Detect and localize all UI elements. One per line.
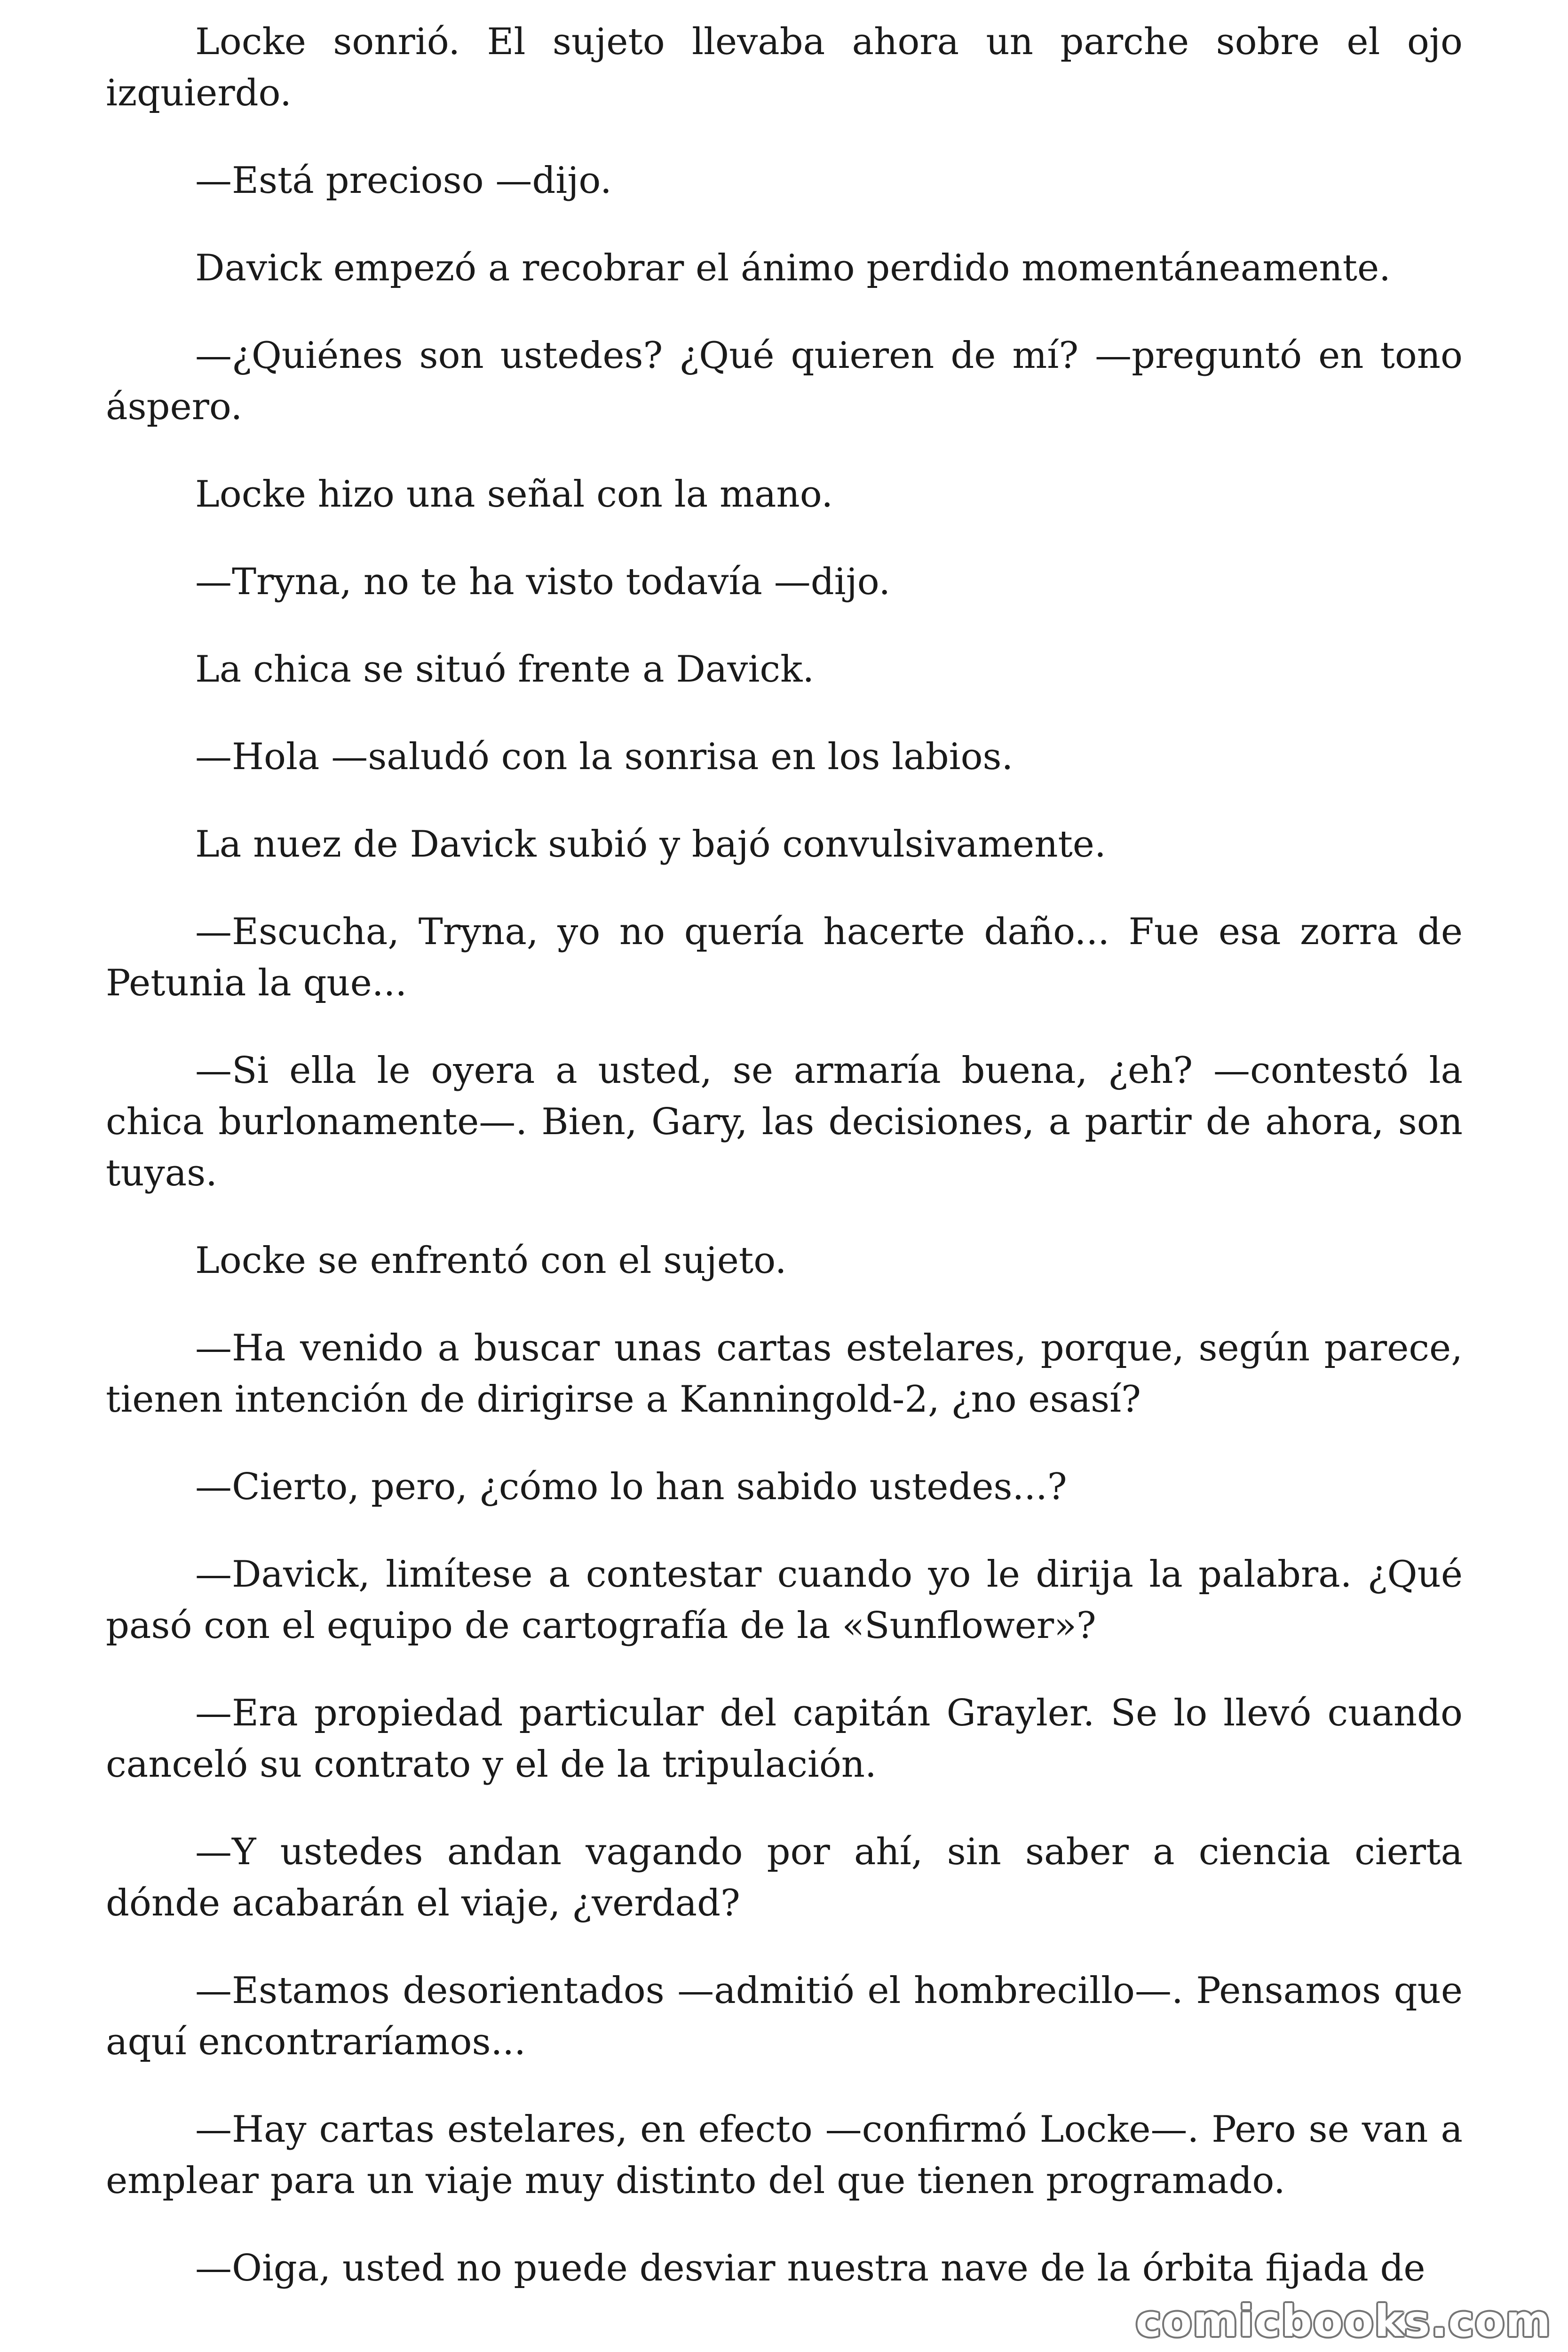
watermark-logo: comicbooks.com: [1135, 2296, 1552, 2346]
paragraph-2: —Está precioso —dijo.: [195, 159, 612, 202]
paragraph-9: La nuez de Davick subió y bajó convulsivamente.: [195, 823, 1106, 866]
paragraph-14: —Cierto, pero, ¿cómo lo han sabido ustedes...?: [195, 1466, 1067, 1508]
paragraph-3: Davick empezó a recobrar el ánimo perdido momentáneamente.: [195, 247, 1391, 289]
paragraph-1: Locke sonrió. El sujeto llevaba ahora un parche sobre el ojo izquierdo.: [106, 21, 1463, 114]
paragraph-11: —Si ella le oyera a usted, se armaría buena, ¿eh? —contestó la chica burlonamente—. Bien, Gary, las decisiones, a partir de ahora, son tuyas.: [106, 1049, 1463, 1194]
paragraph-15: —Davick, limítese a contestar cuando yo le dirija la palabra. ¿Qué pasó con el equipo de cartografía de la «Sunflower»?: [106, 1553, 1463, 1647]
paragraph-10: —Escucha, Tryna, yo no quería hacerte daño... Fue esa zorra de Petunia la que...: [106, 911, 1463, 1004]
paragraph-7: La chica se situó frente a Davick.: [195, 648, 815, 691]
paragraph-19: —Hay cartas estelares, en efecto —confirmó Locke—. Pero se van a emplear para un viaje muy distinto del que tienen programado.: [106, 2108, 1463, 2202]
paragraph-5: Locke hizo una señal con la mano.: [195, 473, 833, 516]
paragraph-8: —Hola —saludó con la sonrisa en los labios.: [195, 736, 1014, 778]
paragraph-16: —Era propiedad particular del capitán Grayler. Se lo llevó cuando canceló su contrato y el de la tripulación.: [106, 1692, 1463, 1786]
paragraph-17: —Y ustedes andan vagando por ahí, sin saber a ciencia cierta dónde acabarán el viaje, ¿verdad?: [106, 1831, 1463, 1924]
paragraph-20: —Oiga, usted no puede desviar nuestra nave de la órbita fijada de: [195, 2247, 1425, 2289]
paragraph-4: —¿Quiénes son ustedes? ¿Qué quieren de mí? —preguntó en tono áspero.: [106, 334, 1463, 428]
paragraph-12: Locke se enfrentó con el sujeto.: [195, 1240, 787, 1282]
paragraph-6: —Tryna, no te ha visto todavía —dijo.: [195, 561, 891, 603]
paragraph-13: —Ha venido a buscar unas cartas estelares, porque, según parece, tienen intención de dirigirse a Kanningold-2, ¿no esasí?: [106, 1327, 1463, 1421]
paragraph-18: —Estamos desorientados —admitió el hombrecillo—. Pensamos que aquí encontraríamos...: [106, 1970, 1463, 2063]
page-text: [106, 16, 1463, 2330]
